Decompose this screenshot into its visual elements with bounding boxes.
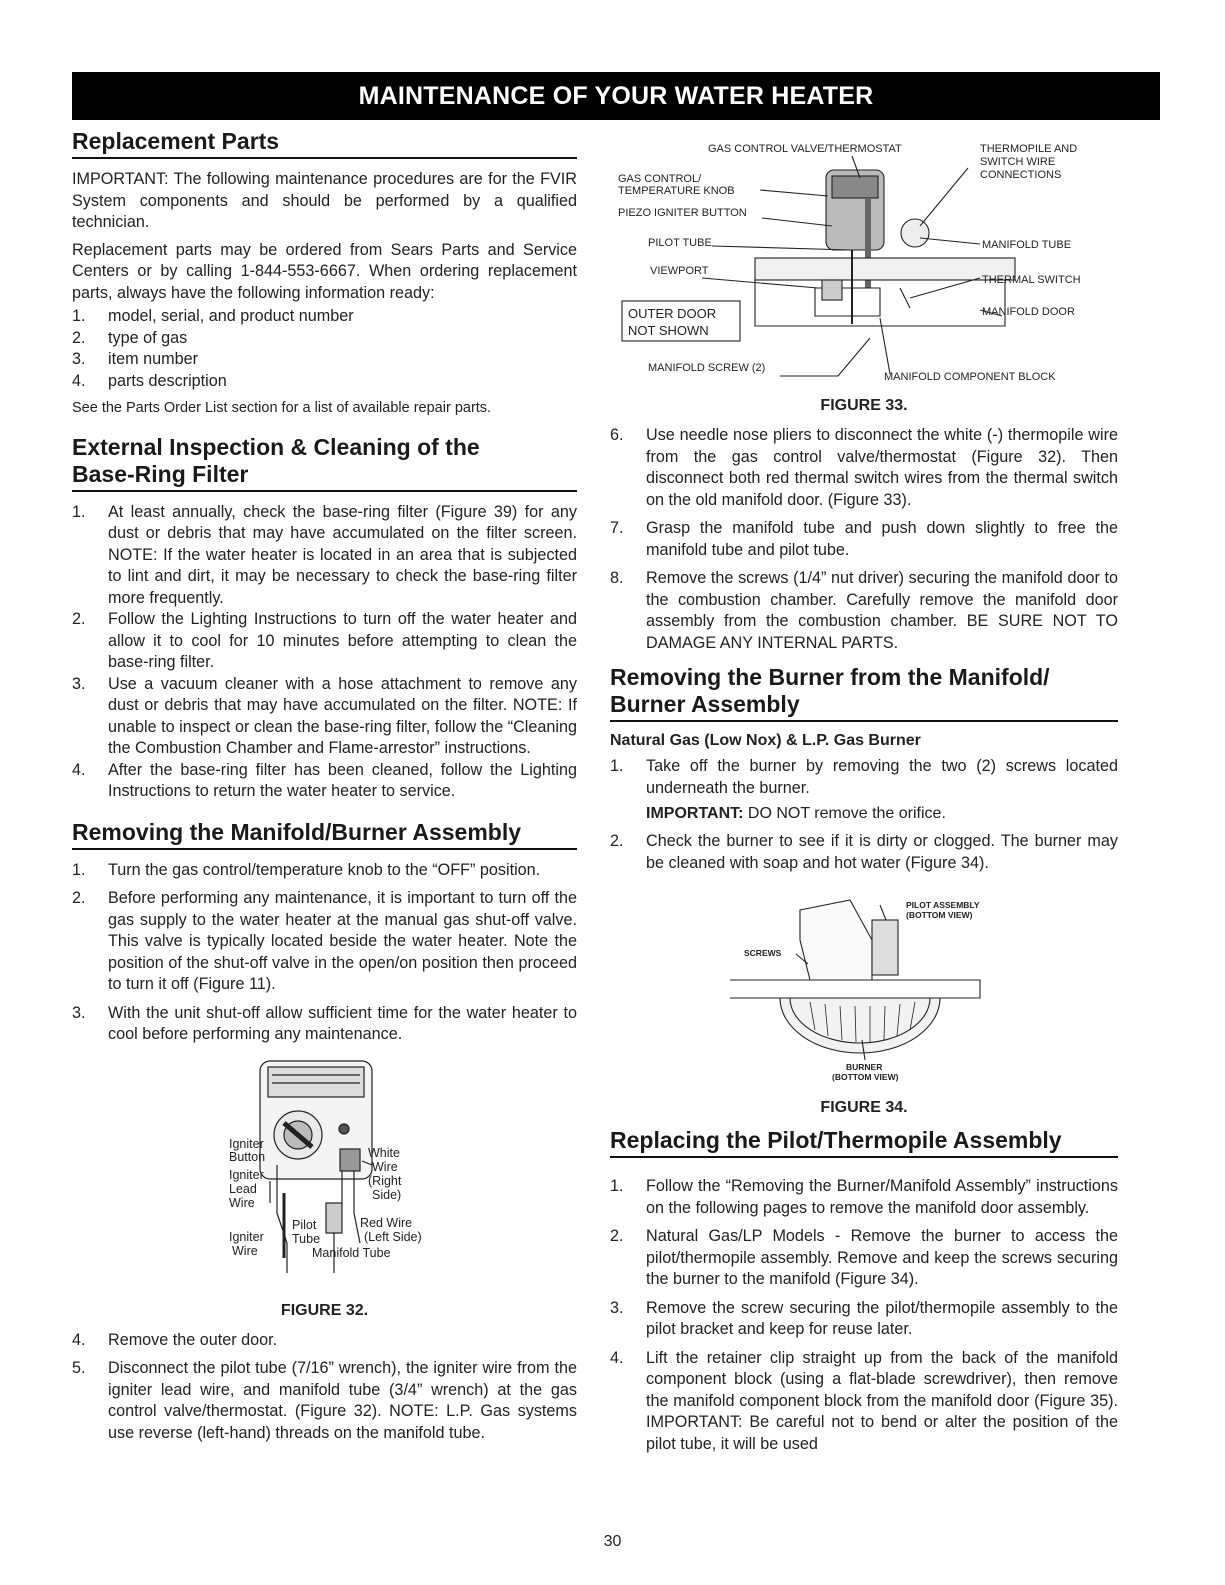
label-screws: SCREWS xyxy=(744,948,782,958)
label-thermopile-3: CONNECTIONS xyxy=(980,169,1062,181)
label-white-wire: White xyxy=(368,1145,400,1160)
figure-33-caption: FIGURE 33. xyxy=(820,397,908,414)
label-thermopile: THERMOPILE AND xyxy=(980,143,1078,155)
label-burner-2: (BOTTOM VIEW) xyxy=(832,1072,899,1082)
label-pilot-tube: Pilot xyxy=(292,1217,317,1232)
important-note: IMPORTANT: DO NOT remove the orifice. xyxy=(646,805,946,822)
external-inspection-list xyxy=(72,502,577,803)
label-pilot-assembly: PILOT ASSEMBLY xyxy=(906,900,980,910)
right-steps-list xyxy=(610,425,1118,654)
list-item: 1. At least annually, check the base-ring filter (Figure 39) for any dust or debris that may have accumulated on the filter screen. NOTE: If the water heater is located in an area that is subjected to lint and dirt, it may be necessary to check the base-ring filter more frequently. xyxy=(72,502,577,607)
label-manifold-tube: Manifold Tube xyxy=(312,1245,391,1260)
figure-32-diagram xyxy=(72,1053,577,1303)
removing-manifold-heading: Removing the Manifold/Burner Assembly xyxy=(72,819,577,850)
list-item: 1. Follow the “Removing the Burner/Manifold Assembly” instructions on the following pages to remove the manifold door assembly. xyxy=(610,1177,1118,1217)
figure-32-caption: FIGURE 32. xyxy=(280,1301,369,1319)
figure-34-caption: FIGURE 34. xyxy=(820,1099,908,1116)
list-item: 2. type of gas xyxy=(72,328,188,347)
list-item: 4. Remove the outer door. xyxy=(72,1330,278,1349)
list-item: 3. With the unit shut-off allow sufficient time for the water heater to cool before performing any maintenance. xyxy=(72,1003,577,1043)
label-white-wire-3: (Right xyxy=(368,1173,402,1188)
list-item: 1. Turn the gas control/temperature knob to the “OFF” position. xyxy=(72,860,541,879)
list-item: 3. item number xyxy=(72,350,198,368)
left-column xyxy=(72,128,577,1451)
label-igniter-wire-2: Wire xyxy=(232,1243,258,1258)
label-pilot-assembly-2: (BOTTOM VIEW) xyxy=(906,910,973,920)
list-item: 3. Remove the screw securing the pilot/thermopile assembly to the pilot bracket and keep for reuse later. xyxy=(610,1298,1118,1338)
list-item: 6. Use needle nose pliers to disconnect the white (-) thermopile wire from the gas control valve/thermostat (Figure 32). Then disconnect both red thermal switch wires from the thermal switch on the old manifold door. (Figure 33). xyxy=(610,426,1118,509)
list-item: 4. Lift the retainer clip straight up from the back of the manifold component block (using a flat-blade screwdriver), then remove the manifold component block from the manifold door (Figure 35). IMPORTANT: Be careful not to bend or alter the position of the pilot tube, it will be used xyxy=(610,1348,1118,1453)
label-gas-control-valve: GAS CONTROL VALVE/THERMOSTAT xyxy=(708,143,902,155)
label-igniter-wire: Igniter xyxy=(229,1229,264,1244)
list-item: 5. Disconnect the pilot tube (7/16” wrench), the igniter wire from the igniter lead wire, and manifold tube (3/4” wrench) at the gas control valve/thermostat. (Figure 32). NOTE: L.P. Gas systems use reverse (left-hand) threads on the manifold tube. xyxy=(72,1359,577,1442)
label-viewport: VIEWPORT xyxy=(650,265,709,277)
list-item: 8. Remove the screws (1/4” nut driver) securing the manifold door to the combustion chamber. Carefully remove the manifold door assembly from the combustion chamber. BE SURE NOT TO DAMAGE ANY INTERNAL PARTS. xyxy=(610,569,1118,652)
label-red-wire-2: (Left Side) xyxy=(364,1229,422,1244)
right-column xyxy=(610,138,1118,1462)
replacing-pilot-list xyxy=(610,1176,1118,1455)
external-inspection-heading: External Inspection & Cleaning of the Base-Ring Filter xyxy=(72,434,577,492)
removing-manifold-list xyxy=(72,860,577,1046)
figure-34-diagram xyxy=(610,880,1118,1090)
page-header-banner: MAINTENANCE OF YOUR WATER HEATER xyxy=(72,72,1160,120)
label-outer-door-2: NOT SHOWN xyxy=(628,323,709,338)
list-item: 2. Check the burner to see if it is dirty or clogged. The burner may be cleaned with soap and hot water (Figure 34). xyxy=(610,832,1118,872)
list-item: 7. Grasp the manifold tube and push down slightly to free the manifold tube and pilot tube. xyxy=(610,519,1118,559)
label-pilot-tube-2: Tube xyxy=(292,1231,321,1246)
burner-subheading: Natural Gas (Low Nox) & L.P. Gas Burner xyxy=(610,732,921,749)
page-number: 30 xyxy=(603,1533,622,1550)
label-igniter-lead-2: Lead xyxy=(229,1181,257,1196)
list-item: 1. model, serial, and product number xyxy=(72,307,354,325)
label-component-block: MANIFOLD COMPONENT BLOCK xyxy=(884,371,1056,383)
replacement-parts-list xyxy=(72,306,577,392)
list-item: 4. After the base-ring filter has been cleaned, follow the Lighting Instructions to return the water heater to service. xyxy=(72,760,577,800)
list-item: 2. Follow the Lighting Instructions to turn off the water heater and allow it to cool for 10 minutes before attempting to clean the base-ring filter. xyxy=(72,610,577,671)
label-burner: BURNER xyxy=(846,1062,883,1072)
list-item: 2. Natural Gas/LP Models - Remove the burner to access the pilot/thermopile assembly. Remove and keep the screws securing the burner to the manifold (Figure 34). xyxy=(610,1227,1118,1288)
replacement-parts-p2: Replacement parts may be ordered from Sears Parts and Service Centers or by calling 1-844-553-6667. When ordering replacement parts, always have the following information ready: xyxy=(72,240,577,302)
removing-manifold-list-continued xyxy=(72,1330,577,1445)
label-igniter-button-2: Button xyxy=(229,1149,266,1164)
label-white-wire-2: Wire xyxy=(372,1159,398,1174)
removing-burner-list xyxy=(610,756,1118,799)
label-red-wire: Red Wire xyxy=(360,1215,413,1230)
list-item: 1. Take off the burner by removing the two (2) screws located underneath the burner. xyxy=(610,757,1118,797)
replacing-pilot-heading: Replacing the Pilot/Thermopile Assembly xyxy=(610,1127,1118,1158)
label-igniter-lead: Igniter xyxy=(229,1167,264,1182)
label-gas-control-knob-2: TEMPERATURE KNOB xyxy=(618,185,735,197)
parts-order-note: See the Parts Order List section for a list of available repair parts. xyxy=(72,400,492,416)
label-pilot-tube: PILOT TUBE xyxy=(648,237,712,249)
label-manifold-tube: MANIFOLD TUBE xyxy=(982,239,1072,251)
label-gas-control-knob: GAS CONTROL/ xyxy=(618,173,702,185)
label-white-wire-4: Side) xyxy=(372,1187,402,1202)
removing-burner-heading: Removing the Burner from the Manifold/ Burner Assembly xyxy=(610,664,1118,722)
list-item: 3. Use a vacuum cleaner with a hose attachment to remove any dust or debris that may have accumulated on the filter. NOTE: If unable to inspect or clean the base-ring filter, follow the “Cleaning the Combustion Chamber and Flame-arrestor” instructions. xyxy=(72,674,577,757)
label-manifold-screw: MANIFOLD SCREW (2) xyxy=(648,362,766,374)
replacement-parts-p1: IMPORTANT: The following maintenance procedures are for the FVIR System components and should be performed by a qualified technician. xyxy=(72,170,577,231)
replacement-parts-heading: Replacement Parts xyxy=(72,128,577,159)
label-igniter-lead-3: Wire xyxy=(229,1195,255,1210)
figure-33-diagram xyxy=(610,138,1118,388)
removing-burner-list-2 xyxy=(610,831,1118,874)
label-thermopile-2: SWITCH WIRE xyxy=(980,156,1056,168)
label-igniter-button: Igniter xyxy=(229,1136,264,1151)
label-manifold-door: MANIFOLD DOOR xyxy=(982,306,1075,318)
label-piezo-igniter: PIEZO IGNITER BUTTON xyxy=(618,207,747,219)
label-thermal-switch: THERMAL SWITCH xyxy=(982,274,1081,286)
list-item: 4. parts description xyxy=(72,371,227,390)
list-item: 2. Before performing any maintenance, it is important to turn off the gas supply to the water heater at the manual gas shut-off valve. This valve is typically located beside the water heater. Note the position of the shut-off valve in the open/on position then proceed to turn it off (Figure 11). xyxy=(72,889,577,993)
label-outer-door: OUTER DOOR xyxy=(628,306,717,321)
